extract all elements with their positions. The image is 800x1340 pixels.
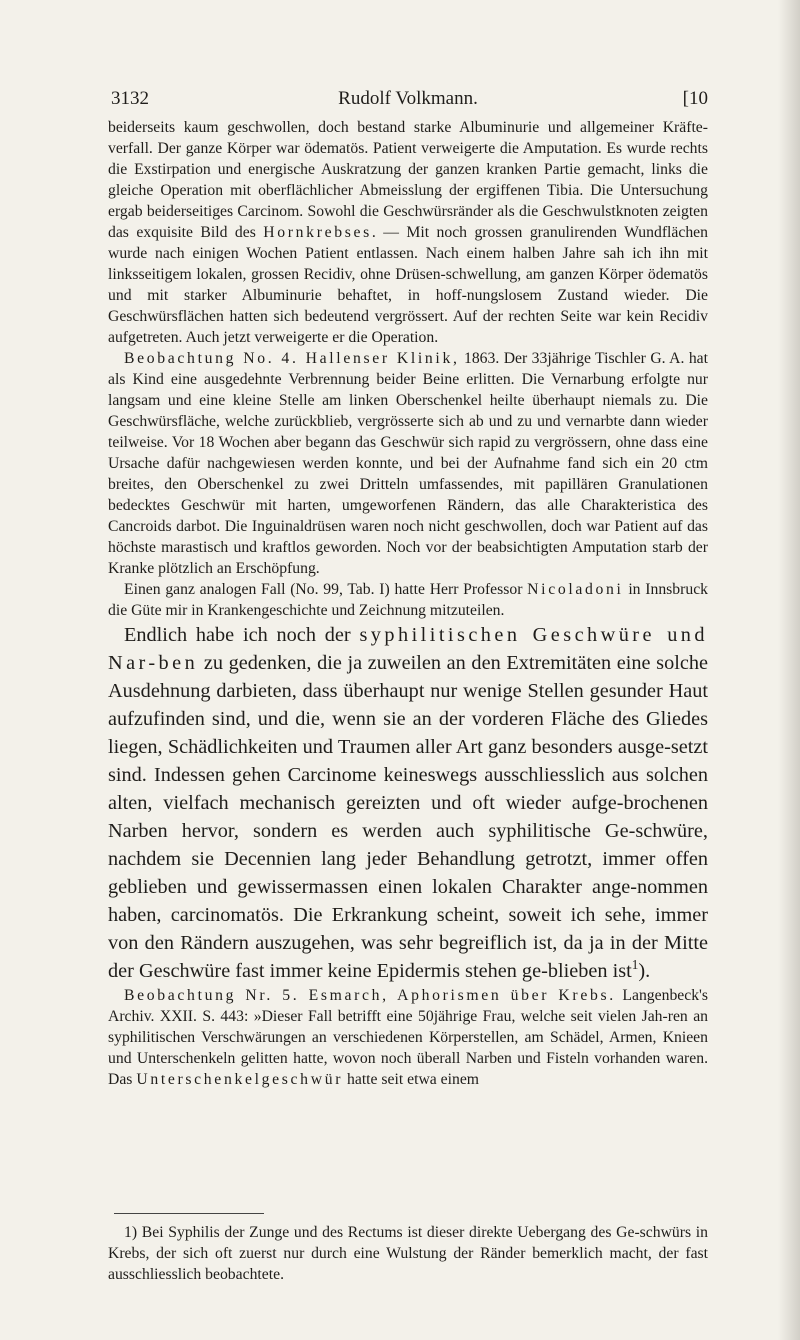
observation-4-label: Beobachtung No. 4. Hallenser Klinik, — [124, 350, 460, 367]
observation-5-label: Beobachtung Nr. 5. Esmarch, Aphorismen über Krebs. — [124, 987, 616, 1004]
running-header — [108, 88, 708, 116]
page-edge-shadow — [778, 0, 800, 1340]
main-text — [108, 117, 708, 1090]
emphasis-hornkrebses: Hornkrebses — [263, 224, 372, 241]
footnote — [108, 1222, 708, 1285]
emphasis-unterschenkelgeschwuer: Unterschenkelgeschwür — [136, 1071, 344, 1088]
emphasis-syphilitic-ulcers: syphilitischen Geschwüre und Nar-ben — [108, 624, 708, 674]
footnote-marker: 1) — [124, 1224, 138, 1241]
section-marker: [10 — [682, 88, 708, 109]
footnote-reference[interactable]: 1 — [631, 957, 639, 973]
footnote-text: 1) Bei Syphilis der Zunge und des Rectums ist dieser direkte Uebergang des Ge-schwürs in Krebs, der sich oft zuerst nur durch eine Wulstung der Ränder bemerklich macht, der fast ausschliesslich beobachtete. — [108, 1224, 708, 1283]
paragraph-observation-5: Beobachtung Nr. 5. Esmarch, Aphorismen über Krebs. Langenbeck's Archiv. XXII. S. 443: »Dieser Fall betrifft eine 50jährige Frau, welche seit vielen Jah-ren an syphilitischen Verschwärungen an verschiedenen Körperstellen, am Schädel, Armen, Knieen und Unterschenkeln gelitten hatte, wovon noch überall Narben und Fisteln vorhanden waren. Das Unterschenkelgeschwür hatte seit etwa einem — [108, 987, 708, 1088]
paragraph-syphilitic-ulcers: Endlich habe ich noch der syphilitischen Geschwüre und Nar-ben zu gedenken, die ja zuweilen an den Extremitäten eine solche Ausdehnung darbieten, dass überhaupt nur wenige Stellen gesunder Haut aufzufinden sind, und die, wenn sie an der vorderen Fläche des Gliedes liegen, Schädlichkeiten und Traumen aller Art ganz besonders ausge-setzt sind. Indessen gehen Carcinome keineswegs ausschliesslich aus solchen alten, vielfach mechanisch gereizten und oft wieder aufge-brochenen Narben hervor, sondern es werden auch syphilitische Ge-schwüre, nachdem sie Decennien lang jeder Behandlung getrotzt, immer offen geblieben und gewissermassen einen lokalen Charakter ange-nommen haben, carcinomatös. Die Erkrankung scheint, soweit ich sehe, immer von den Rändern auszugehen, was sehr begreiflich ist, da ja in der Mitte der Geschwüre fast immer keine Epidermis stehen ge-blieben ist$^1$). — [108, 624, 708, 982]
paragraph-observation-4: Beobachtung No. 4. Hallenser Klinik, 1863. Der 33jährige Tischler G. A. hat als Kind eine ausgedehnte Verbrennung beider Beine erlitten. Die Vernarbung erfolgte nur langsam und eine kleine Stelle am linken Oberschenkel heilte überhaupt niemals zu. Die Geschwürsfläche, welche zurückblieb, vergrösserte sich ab und zu und vernarbte dann wieder teilweise. Vor 18 Wochen aber begann das Geschwür sich rapid zu vergrössern, ohne dass eine Ursache dafür nachgewiesen werden konnte, und bei der Aufnahme fand sich ein 20 ctm breites, den Oberschenkel zu zwei Dritteln umfassendes, mit papillären Granulationen bedecktes Geschwür mit harten, umgeworfenen Rändern, das alle Charakteristica des Cancroids darbot. Die Inguinaldrüsen waren noch nicht geschwollen, doch war Patient auf das höchste marastisch und kraftlos geworden. Noch vor der beabsichtigten Amputation starb der Kranke plötzlich an Erschöpfung. — [108, 350, 708, 577]
paragraph-nicoladoni: Einen ganz analogen Fall (No. 99, Tab. I) hatte Herr Professor Nicoladoni in Innsbruck die Güte mir in Krankengeschichte und Zeichnung mitzuteilen. — [108, 581, 708, 619]
paragraph-case-3-continuation: beiderseits kaum geschwollen, doch bestand starke Albuminurie und allgemeiner Kräfte-verfall. Der ganze Körper war ödematös. Patient verweigerte die Amputation. Es wurde rechts die Exstirpation und energische Auskratzung der ganzen kranken Partie gemacht, links die gleiche Operation mit oberflächlicher Abmeisslung der ergiffenen Tibia. Die Untersuchung ergab beiderseitiges Carcinom. Sowohl die Geschwürsränder als die Geschwulstknoten zeigten das exquisite Bild des Hornkrebses. — Mit noch grossen granulirenden Wundflächen wurde nach einigen Wochen Patient entlassen. Nach einem halben Jahre sah ich ihn mit linksseitigem lokalen, grossen Recidiv, ohne Drüsen-schwellung, am ganzen Körper ödematös und mit starker Albuminurie behaftet, in hoff-nungslosem Zustand wieder. Die Geschwürsflächen hatten sich bedeutend vergrössert. Auf der rechten Seite war kein Recidiv aufgetreten. Auch jetzt verweigerte er die Operation. — [108, 119, 708, 346]
running-title-author: Rudolf Volkmann. — [338, 88, 478, 109]
name-nicoladoni: Nicoladoni — [527, 581, 624, 598]
page-number: 3132 — [111, 88, 149, 109]
footnote-divider — [114, 1213, 264, 1214]
